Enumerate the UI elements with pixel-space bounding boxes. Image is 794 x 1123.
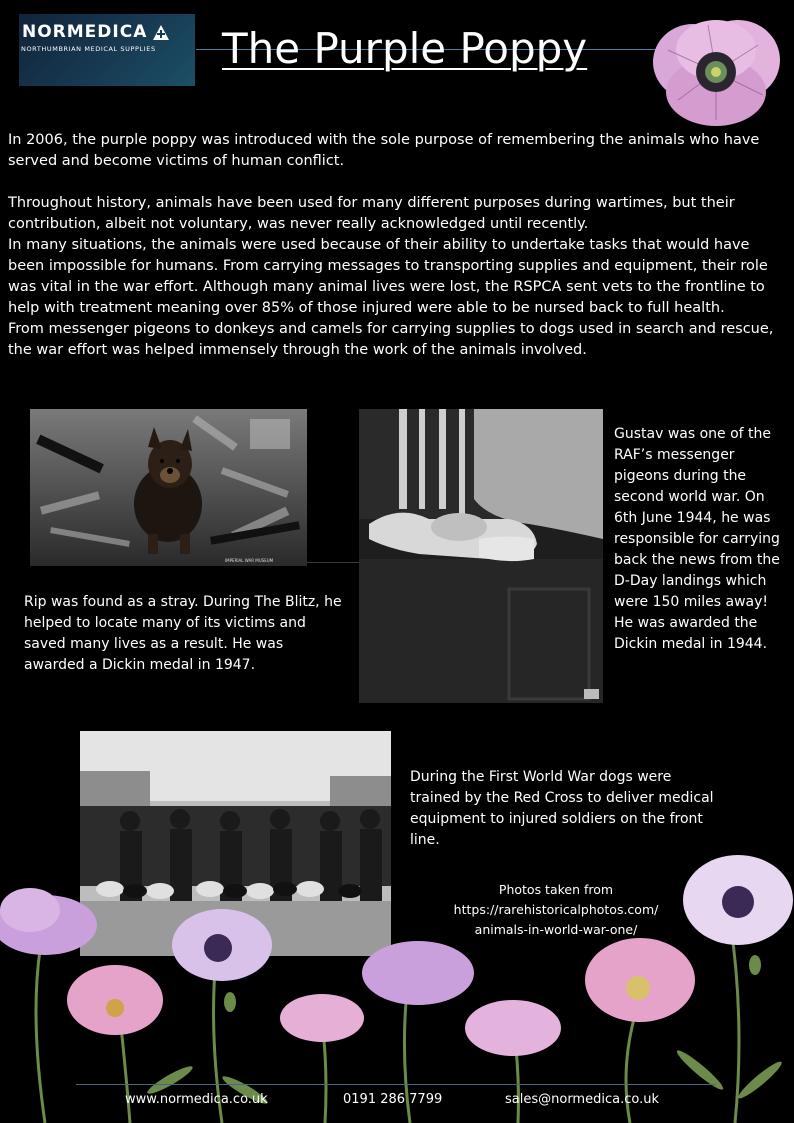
logo-triangle-icon	[152, 24, 170, 42]
gustav-award: He was awarded the Dickin medal in 1944.	[614, 615, 768, 652]
purple-poppy-icon	[648, 10, 782, 130]
intro-paragraph: From messenger pigeons to donkeys and camels for carrying supplies to dogs used in search and rescue, the war effort was helped immensely through the work of the animals involved.	[8, 321, 774, 358]
gustav-pigeon-photo	[359, 409, 603, 703]
credit-line: Photos taken from	[498, 882, 614, 897]
logo-name: NORMEDICA	[22, 22, 148, 42]
credit-link[interactable]: https://rarehistoricalphotos.com/	[453, 902, 659, 917]
connector-line	[307, 562, 359, 563]
credit-link[interactable]: animals-in-world-war-one/	[474, 922, 638, 937]
gustav-description	[614, 424, 790, 655]
page-title: The Purple Poppy	[222, 24, 588, 73]
intro-paragraph: In many situations, the animals were used because of their ability to undertake tasks that would have been impossible for humans. From carrying messages to transporting supplies and equipment, their role was vital in the war effort. Although many animal lives were lost, the RSPCA sent vets to the frontline to help with treatment meaning over 85% of those injured were able to be nursed back to full health.	[8, 237, 768, 316]
footer-website-link[interactable]: www.normedica.co.uk	[125, 1092, 268, 1107]
rip-photo-caption: IMPERIAL WAR MUSEUM	[225, 558, 274, 563]
intro-paragraph: Throughout history, animals have been used for many different purposes during wartimes, but their contribution, albeit not voluntary, was never really acknowledged until recently.	[8, 195, 735, 232]
rip-description: Rip was found as a stray. During The Blitz, he helped to locate many of its victims and saved many lives as a result. He was awarded a Dickin medal in 1947.	[24, 594, 342, 673]
gustav-story: Gustav was one of the RAF’s messenger pigeons during the second world war. On 6th June 1944, he was responsible for carrying back the news from the D-Day landings which were 150 miles away!	[614, 426, 780, 610]
flower-border-decoration	[0, 840, 794, 1123]
footer-rule	[76, 1084, 716, 1085]
intro-text	[8, 130, 788, 361]
footer-email-link[interactable]: sales@normedica.co.uk	[505, 1092, 659, 1107]
red-cross-dogs-description: During the First World War dogs were trained by the Red Cross to deliver medical equipment to injured soldiers on the front line.	[410, 769, 714, 848]
intro-paragraph: In 2006, the purple poppy was introduced with the sole purpose of remembering the animals who have served and become victims of human conflict.	[8, 132, 760, 169]
rip-dog-photo	[30, 409, 307, 566]
logo-tagline: NORTHUMBRIAN MEDICAL SUPPLIES	[21, 45, 156, 53]
footer-phone[interactable]: 0191 286 7799	[343, 1092, 443, 1107]
